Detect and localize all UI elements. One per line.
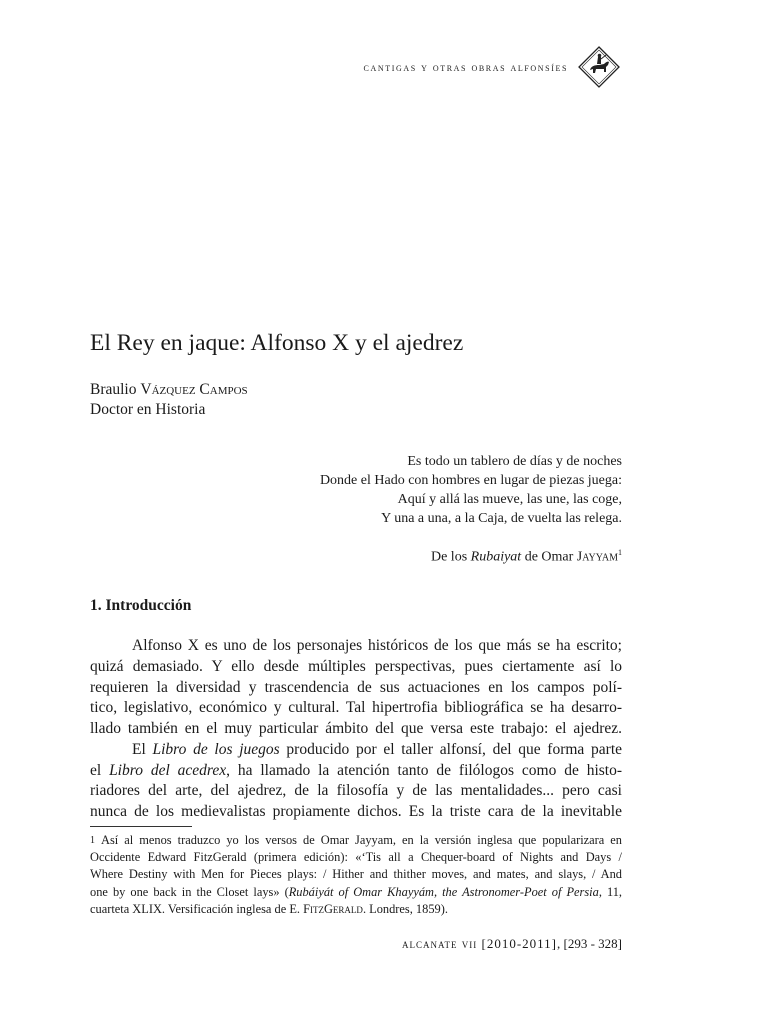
author-surname: Vázquez Campos (140, 381, 248, 398)
epigraph-line: Donde el Hado con hombres en lugar de piezas juega: (319, 473, 622, 488)
body-line: Alfonso X es uno de los personajes históricos de los que más se ha escrito; (132, 637, 622, 654)
epigraph-author: Jayyam (576, 549, 618, 565)
author-affiliation: Doctor en Historia (90, 401, 206, 418)
footnote-text: . Londres, 1859). (362, 901, 448, 916)
footnote-work-title: Rubáiyát of Omar Khayyám, the Astronomer-Poet of Persia (288, 884, 599, 899)
page-folio (360, 936, 622, 952)
horseman-diamond-icon (578, 46, 620, 88)
body-line (90, 740, 622, 761)
article-title: El Rey en jaque: Alfonso X y el ajedrez (90, 330, 464, 356)
footnote-text: , 11, (598, 884, 622, 899)
epigraph-source-mid: de Omar (524, 549, 574, 565)
body-text (90, 636, 622, 823)
book-title: Libro de los juegos (152, 740, 280, 758)
body-text-run: El (132, 740, 146, 758)
footnote (90, 832, 622, 918)
footnote-reference[interactable]: 1 (618, 548, 622, 557)
journal-name: alcanate vii [2010-2011] (402, 936, 557, 951)
body-line: quizá demasiado. Y ello desde múltiples perspectivas, pues ciertamente así lo (90, 657, 622, 675)
epigraph-source-prefix: De los (430, 549, 468, 565)
footnote-line (90, 884, 622, 901)
epigraph-line: Aquí y allá las mueve, las une, las coge, (397, 492, 622, 507)
epigraph-line: Y una a una, a la Caja, de vuelta las relega. (381, 511, 622, 526)
body-line (90, 761, 622, 782)
footnote-line (90, 832, 622, 849)
footnote-line: Where Destiny with Men for Pieces plays: / Hither and thither moves, and mates, and slays, / And (90, 867, 622, 882)
footnote-line (90, 901, 622, 918)
page-range: , [293 - 328] (557, 936, 622, 951)
body-line: tico, legislativo, económico y cultural. Tal hipertrofia bibliográfica se ha desarro- (90, 699, 622, 717)
footnote-text: cuarteta XLIX. Versificación inglesa de E. (90, 901, 300, 916)
footnote-translator: FitzGerald (303, 901, 363, 916)
footnote-line: Occidente Edward FitzGerald (primera edición): «‘Tis all a Chequer-board of Nights and Days / (90, 850, 622, 865)
body-line: nunca de los medievalistas propiamente dichos. Es la triste cara de la inevitable (90, 803, 622, 820)
body-line: llado también en el muy particular ámbito del que versa este trabajo: el ajedrez. (90, 720, 622, 737)
footnote-text: Así al menos traduzco yo los versos de Omar Jayyam, en la versión inglesa que popularizara en (101, 833, 622, 847)
body-line: requieren la diversidad y trascendencia de sus actuaciones en los campos polí- (90, 678, 622, 696)
book-title: Libro del acedrex (109, 761, 227, 779)
body-line: riadores del arte, del ajedrez, de la filosofía y de las mentalidades... pero casi (90, 782, 622, 800)
epigraph (250, 452, 622, 567)
body-text-run: producido por el taller alfonsí, del que forma parte (286, 740, 623, 758)
footnote-divider (90, 826, 192, 827)
body-text-run: , ha llamado la atención tanto de filólogos como de histo- (226, 761, 622, 779)
footnote-mark: 1 (90, 835, 95, 846)
running-header: cantigas y otras obras alfonsíes (363, 62, 568, 74)
epigraph-line: Es todo un tablero de días y de noches (407, 454, 622, 469)
author-first-name: Braulio (90, 381, 137, 398)
footnote-text: one by one back in the Closet lays» ( (90, 884, 289, 899)
author-name (90, 381, 248, 399)
section-heading: 1. Introducción (90, 597, 192, 614)
body-text-run: el (90, 761, 102, 779)
epigraph-work-title: Rubaiyat (470, 549, 522, 565)
epigraph-source (250, 543, 622, 567)
